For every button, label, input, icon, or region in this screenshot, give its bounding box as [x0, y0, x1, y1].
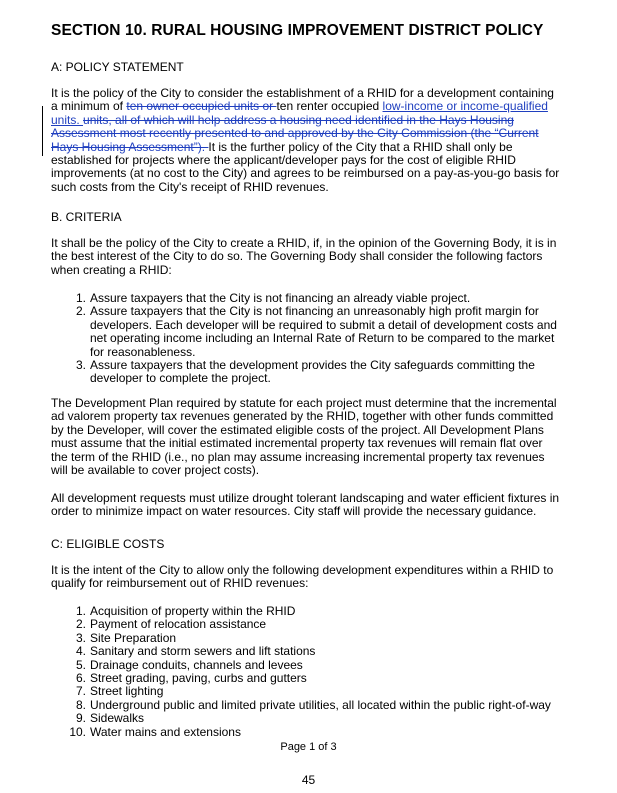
list-number: 5. — [75, 657, 86, 672]
text-line: the term of the RHID (i.e., no plan may assume increasing incremental property tax revenues — [51, 449, 545, 464]
deleted-text: ten owner occupied units or — [126, 99, 277, 114]
list-item-text: developers. Each developer will be required to submit a detail of development costs and — [90, 317, 557, 332]
text-line: order to minimize impact on water resources. City staff will provide the necessary guidance. — [51, 504, 537, 519]
list-number: 3. — [75, 630, 86, 645]
list-item — [70, 645, 551, 658]
list-item-text: Assure taxpayers that the City is not financing an already viable project. — [90, 291, 471, 305]
list-number: 6. — [75, 671, 86, 686]
list-number: 2. — [75, 304, 86, 319]
list-item-text: Sidewalks — [90, 711, 145, 726]
section-b-heading: B. CRITERIA — [51, 210, 122, 224]
list-item-text: Acquisition of property within the RHID — [90, 604, 296, 618]
list-item-text: Water mains and extensions — [90, 724, 241, 739]
list-item — [70, 685, 551, 698]
text-line — [51, 127, 551, 140]
text-line — [51, 141, 551, 154]
inserted-text: low-income or income-qualified — [382, 99, 548, 114]
list-number: 8. — [75, 697, 86, 712]
text-line: such costs from the City's receipt of RHID revenues. — [51, 179, 329, 194]
text-line: It shall be the policy of the City to create a RHID, if, in the opinion of the Governing Body, it is in — [51, 236, 557, 250]
list-item-text: Assure taxpayers that the City is not financing an unreasonably high profit margin for — [90, 304, 539, 319]
deleted-text: Hays Housing Assessment”). — [51, 139, 209, 154]
inserted-text: units. — [51, 112, 84, 127]
list-number: 10. — [69, 724, 86, 739]
list-item — [70, 618, 551, 631]
list-number: 9. — [75, 711, 86, 726]
development-plan-paragraph — [51, 396, 557, 478]
page-count-label: Page 1 of 3 — [280, 741, 337, 753]
text-line: by the Developer, will cover the estimated eligible costs of the project. All Development Plans — [51, 422, 544, 437]
text-segment: ten renter occupied — [276, 99, 383, 114]
list-item-text: Street lighting — [90, 684, 164, 699]
page-title: SECTION 10. RURAL HOUSING IMPROVEMENT DISTRICT POLICY — [51, 22, 544, 39]
list-item — [70, 359, 557, 386]
list-item-text: Street grading, paving, curbs and gutters — [90, 671, 307, 686]
text-line: will be available to cover project costs). — [51, 463, 260, 478]
text-line: improvements (at no cost to the City) and agrees to be reimbursed on a pay-as-you-go basis for — [51, 166, 560, 181]
criteria-list — [70, 292, 557, 386]
criteria-intro-paragraph — [51, 236, 557, 277]
list-item-text: Site Preparation — [90, 630, 177, 645]
text-line: It is the policy of the City to consider the establishment of a RHID for a development containing — [51, 86, 554, 100]
list-item-text: net operating income including an Internal Rate of Return to be compared to the market — [90, 331, 555, 346]
list-item-text: Payment of relocation assistance — [90, 617, 267, 632]
revision-change-bar — [42, 106, 43, 156]
text-line — [51, 100, 551, 113]
list-number: 7. — [75, 684, 86, 699]
eligible-costs-list — [70, 605, 551, 739]
list-item — [70, 305, 557, 359]
list-item-text: Sanitary and storm sewers and lift stations — [90, 644, 316, 659]
list-item — [70, 659, 551, 672]
deleted-text: Assessment most recently presented to and approved by the City Commission (the “Current — [51, 126, 539, 141]
section-a-heading: A: POLICY STATEMENT — [51, 60, 184, 74]
list-number: 1. — [75, 604, 86, 618]
list-item-text: Underground public and limited private utilities, all located within the public right-of-way — [90, 697, 551, 712]
list-item-text: Drainage conduits, channels and levees — [90, 657, 303, 672]
list-item-text: developer to complete the project. — [90, 371, 271, 386]
text-line: established for projects where the applicant/developer pays for the cost of eligible RHID — [51, 153, 516, 168]
list-item-text: for reasonableness. — [90, 344, 196, 359]
list-item — [70, 726, 551, 739]
section-c-heading: C: ELIGIBLE COSTS — [51, 537, 165, 551]
eligible-costs-intro-paragraph — [51, 563, 554, 591]
list-number: 1. — [75, 291, 86, 305]
page-number: 45 — [301, 773, 316, 787]
list-item — [70, 699, 551, 712]
text-segment: It is the further policy of the City that a RHID shall only be — [208, 139, 513, 154]
text-segment: a minimum of — [51, 99, 127, 114]
text-line: qualify for reimbursement out of RHID revenues: — [51, 576, 309, 591]
text-line: ad valorem property tax revenues generated by the RHID, together with other funds committed — [51, 409, 554, 424]
text-line: the best interest of the City to do so. The Governing Body shall consider the following factors — [51, 249, 543, 264]
text-line: It is the intent of the City to allow only the following development expenditures within a RHID to — [51, 563, 554, 577]
landscaping-paragraph — [51, 491, 560, 519]
policy-statement-paragraph — [51, 86, 560, 194]
list-number: 3. — [75, 358, 86, 373]
list-number: 2. — [75, 617, 86, 632]
deleted-text: units, all of which will help address a housing need identified in the Hays Housing — [83, 112, 514, 127]
text-line: must assume that the initial estimated incremental property tax revenues will remain flat over — [51, 436, 543, 451]
list-item-text: Assure taxpayers that the development provides the City safeguards committing the — [90, 358, 535, 373]
list-item — [70, 712, 551, 725]
text-line: The Development Plan required by statute for each project must determine that the incremental — [51, 396, 557, 410]
list-number: 4. — [75, 644, 86, 659]
text-line: All development requests must utilize drought tolerant landscaping and water efficient fixtures in — [51, 491, 560, 505]
list-item — [70, 605, 551, 618]
text-line: when creating a RHID: — [51, 262, 172, 277]
list-item — [70, 632, 551, 645]
text-line — [51, 114, 551, 127]
list-item — [70, 292, 557, 305]
list-item — [70, 672, 551, 685]
